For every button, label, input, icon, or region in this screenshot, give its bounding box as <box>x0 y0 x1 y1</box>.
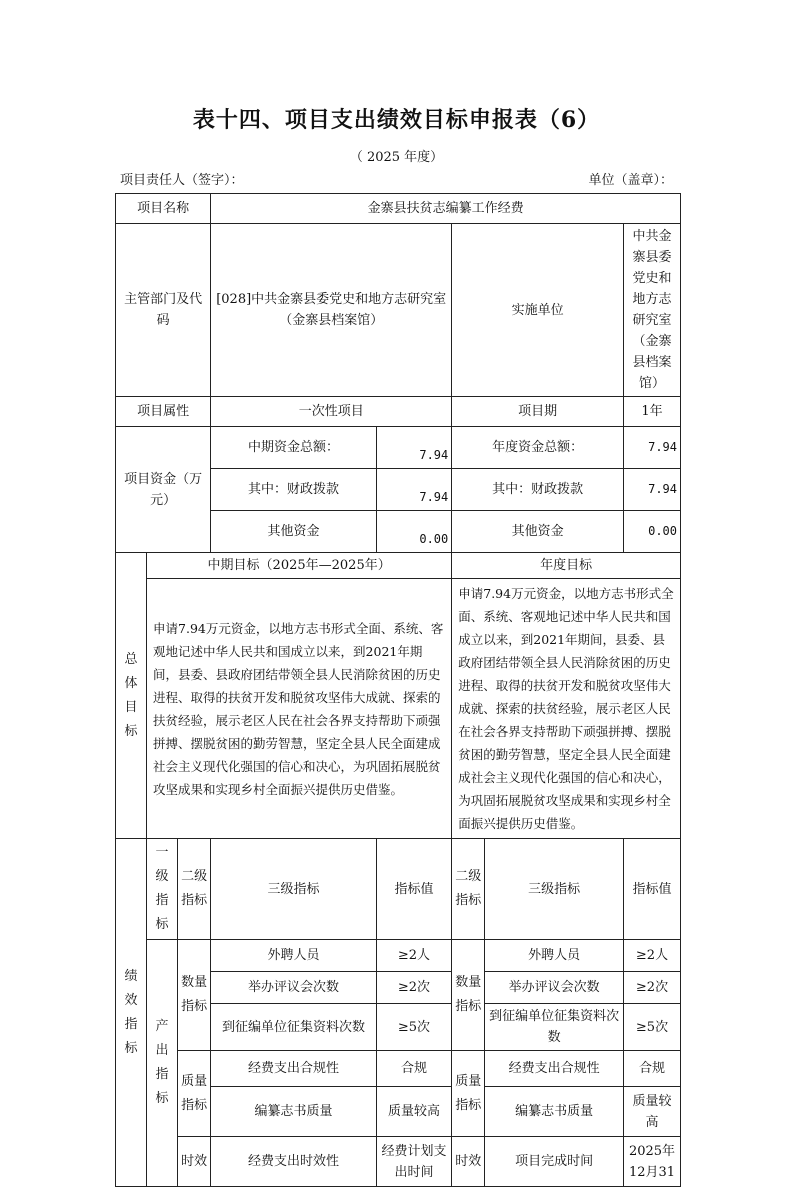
mid-quantity-label: 数量指标 <box>178 940 211 1051</box>
annual-indicator-value: 2025年12月31 <box>624 1137 681 1187</box>
mid-value-header: 指标值 <box>376 839 452 940</box>
mid-fiscal-label: 其中：财政拨款 <box>211 469 377 511</box>
fund-label: 项目资金（万元） <box>116 427 211 553</box>
performance-table <box>115 193 681 1187</box>
mid-quality-label: 质量指标 <box>178 1051 211 1137</box>
dept-value: [028]中共金寨县委党史和地方志研究室（金寨县档案馆） <box>211 224 452 397</box>
project-name-label: 项目名称 <box>116 194 211 224</box>
mid-timeliness-label: 时效 <box>178 1137 211 1187</box>
mid-total-value: 7.94 <box>376 427 452 469</box>
mid-other-value: 0.00 <box>376 511 452 553</box>
annual-indicator-name: 外聘人员 <box>485 940 624 972</box>
annual-quality-label: 质量指标 <box>452 1051 485 1137</box>
mid-goal-header: 中期目标（2025年—2025年） <box>147 553 452 579</box>
level1-header: 一级指标 <box>147 839 178 940</box>
mid-fiscal-value: 7.94 <box>376 469 452 511</box>
annual-other-value: 0.00 <box>624 511 681 553</box>
mid-indicator-value: ≥2次 <box>376 972 452 1004</box>
annual-total-label: 年度资金总额： <box>452 427 624 469</box>
annual-timeliness-label: 时效 <box>452 1137 485 1187</box>
mid-indicator-value: 经费计划支出时间 <box>376 1137 452 1187</box>
mid-indicator-name: 举办评议会次数 <box>211 972 377 1004</box>
annual-indicator-name: 项目完成时间 <box>485 1137 624 1187</box>
annual-level3-header: 三级指标 <box>485 839 624 940</box>
mid-indicator-value: 质量较高 <box>376 1087 452 1137</box>
attr-value: 一次性项目 <box>211 397 452 427</box>
annual-fiscal-value: 7.94 <box>624 469 681 511</box>
period-label: 项目期 <box>452 397 624 427</box>
annual-indicator-name: 到征编单位征集资料次数 <box>485 1004 624 1051</box>
period-value: 1年 <box>624 397 681 427</box>
annual-level2-header: 二级指标 <box>452 839 485 940</box>
mid-indicator-name: 到征编单位征集资料次数 <box>211 1004 377 1051</box>
responsible-label: 项目责任人（签字）： <box>120 173 244 188</box>
annual-fiscal-label: 其中：财政拨款 <box>452 469 624 511</box>
mid-indicator-value: ≥5次 <box>376 1004 452 1051</box>
annual-indicator-value: 质量较高 <box>624 1087 681 1137</box>
perf-label: 绩效指标 <box>116 839 147 1187</box>
mid-indicator-name: 外聘人员 <box>211 940 377 972</box>
annual-indicator-value: ≥2人 <box>624 940 681 972</box>
mid-goal-text: 申请7.94万元资金，以地方志书形式全面、系统、客观地记述中华人民共和国成立以来，到2021年期间，县委、县政府团结带领全县人民消除贫困的历史进程、取得的扶贫开发和脱贫攻坚伟大成就、探索的扶贫经验，展示老区人民在社会各界支持帮助下顽强拼搏、摆脱贫困的勤劳智慧，坚定全县人民全面建成社会主义现代化强国的信心和决心，为巩固拓展脱贫攻坚成果和实现乡村全面振兴提供历史借鉴。 <box>147 579 452 839</box>
dept-label: 主管部门及代码 <box>116 224 211 397</box>
overall-goal-label: 总体目标 <box>116 553 147 839</box>
mid-indicator-name: 经费支出时效性 <box>211 1137 377 1187</box>
mid-indicator-name: 经费支出合规性 <box>211 1051 377 1087</box>
mid-indicator-value: 合规 <box>376 1051 452 1087</box>
annual-total-value: 7.94 <box>624 427 681 469</box>
attr-label: 项目属性 <box>116 397 211 427</box>
impl-label: 实施单位 <box>452 224 624 397</box>
unit-label: 单位（盖章）： <box>588 173 673 188</box>
mid-level2-header: 二级指标 <box>178 839 211 940</box>
annual-indicator-name: 举办评议会次数 <box>485 972 624 1004</box>
mid-indicator-value: ≥2人 <box>376 940 452 972</box>
annual-quantity-label: 数量指标 <box>452 940 485 1051</box>
mid-level3-header: 三级指标 <box>211 839 377 940</box>
annual-goal-text: 申请7.94万元资金，以地方志书形式全面、系统、客观地记述中华人民共和国成立以来，到2021年期间，县委、县政府团结带领全县人民消除贫困的历史进程、取得的扶贫开发和脱贫攻坚伟大成就、探索的扶贫经验，展示老区人民在社会各界支持帮助下顽强拼搏、摆脱贫困的勤劳智慧，坚定全县人民全面建成社会主义现代化强国的信心和决心，为巩固拓展脱贫攻坚成果和实现乡村全面振兴提供历史借鉴。 <box>452 579 681 839</box>
impl-value: 中共金寨县委党史和地方志研究室（金寨县档案馆） <box>624 224 681 397</box>
annual-indicator-name: 经费支出合规性 <box>485 1051 624 1087</box>
output-label: 产出指标 <box>147 940 178 1187</box>
mid-indicator-name: 编纂志书质量 <box>211 1087 377 1137</box>
annual-indicator-name: 编纂志书质量 <box>485 1087 624 1137</box>
annual-other-label: 其他资金 <box>452 511 624 553</box>
page-title: 表十四、项目支出绩效目标申报表（6） <box>192 107 601 133</box>
annual-indicator-value: 合规 <box>624 1051 681 1087</box>
annual-value-header: 指标值 <box>624 839 681 940</box>
annual-goal-header: 年度目标 <box>452 553 681 579</box>
annual-indicator-value: ≥5次 <box>624 1004 681 1051</box>
annual-indicator-value: ≥2次 <box>624 972 681 1004</box>
mid-total-label: 中期资金总额： <box>211 427 377 469</box>
mid-other-label: 其他资金 <box>211 511 377 553</box>
year-line: （ 2025 年度） <box>349 150 444 165</box>
project-name-value: 金寨县扶贫志编纂工作经费 <box>211 194 681 224</box>
